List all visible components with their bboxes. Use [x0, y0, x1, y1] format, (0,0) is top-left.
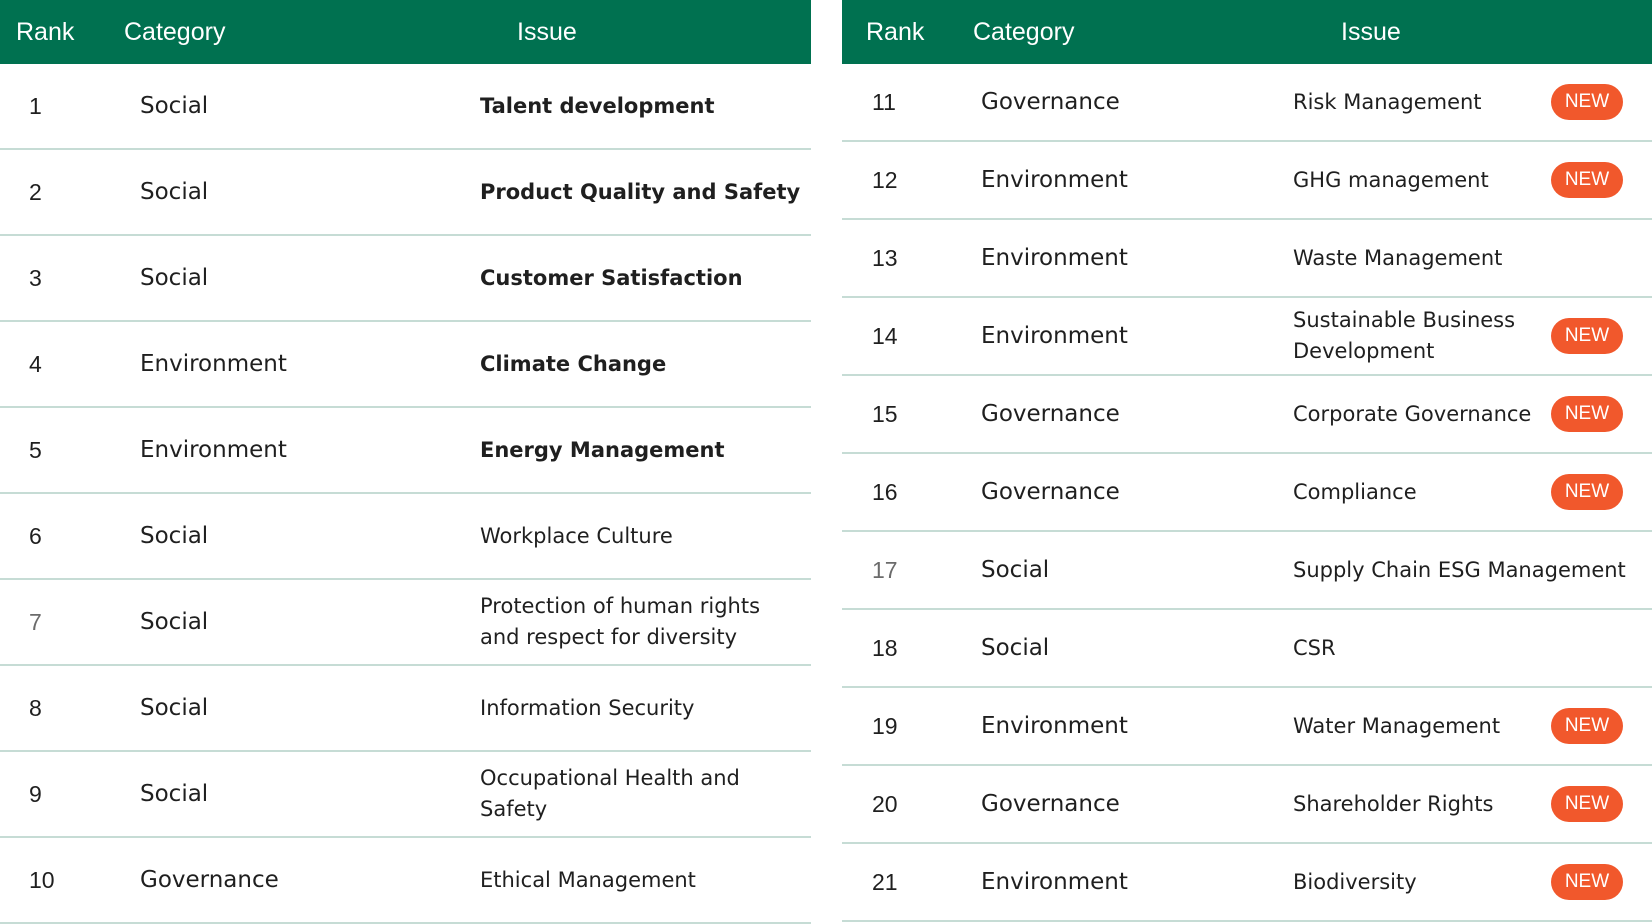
category-cell: Environment — [981, 323, 1128, 349]
new-badge: NEW — [1551, 708, 1623, 744]
issue-label: Corporate Governance — [1293, 401, 1532, 426]
category-cell: Social — [140, 179, 209, 205]
category-cell: Governance — [981, 791, 1120, 817]
issue-label: Biodiversity — [1293, 869, 1417, 894]
issue-label: CSR — [1293, 635, 1336, 660]
category-cell: Social — [981, 635, 1050, 661]
issue-cell — [1293, 532, 1642, 608]
issue-label: Compliance — [1293, 479, 1417, 504]
table-row — [842, 844, 1652, 922]
issue-label: Shareholder Rights — [1293, 791, 1494, 816]
rank-cell: 9 — [29, 780, 42, 807]
category-cell: Environment — [981, 245, 1128, 271]
issue-cell — [480, 580, 801, 664]
issue-label: Sustainable Business Development — [1293, 308, 1516, 363]
rank-cell: 2 — [29, 178, 42, 205]
rank-cell: 1 — [29, 92, 42, 119]
issue-label: Protection of human rights and respect for diversity — [480, 594, 761, 649]
issue-label: Product Quality and Safety — [480, 179, 801, 204]
issue-label: Customer Satisfaction — [480, 265, 743, 290]
table-body — [0, 64, 811, 924]
category-cell: Social — [140, 523, 209, 549]
category-cell: Social — [981, 557, 1050, 583]
new-badge: NEW — [1551, 318, 1623, 354]
rank-cell: 4 — [29, 350, 42, 377]
table-row — [0, 838, 811, 924]
category-cell: Environment — [140, 351, 287, 377]
issue-table-left — [0, 0, 811, 924]
category-column-header: Category — [124, 18, 226, 46]
issue-cell — [1293, 64, 1532, 140]
rank-cell: 20 — [872, 790, 898, 817]
table-row — [0, 494, 811, 580]
issue-cell — [1293, 142, 1532, 218]
issue-label: Supply Chain ESG Management — [1293, 557, 1626, 582]
issue-cell — [480, 322, 801, 406]
rank-cell: 19 — [872, 712, 898, 739]
new-badge: NEW — [1551, 396, 1623, 432]
table-row — [0, 408, 811, 494]
rank-cell: 15 — [872, 400, 898, 427]
category-cell: Governance — [140, 867, 279, 893]
issue-cell — [1293, 376, 1532, 452]
issue-cell — [480, 150, 801, 234]
table-row — [0, 64, 811, 150]
rank-cell: 21 — [872, 868, 898, 895]
table-row — [842, 454, 1652, 532]
issue-cell — [480, 236, 801, 320]
issue-cell — [1293, 220, 1642, 296]
rank-cell: 16 — [872, 478, 898, 505]
rank-cell: 6 — [29, 522, 42, 549]
table-row — [0, 580, 811, 666]
rank-cell: 3 — [29, 264, 42, 291]
category-cell: Social — [140, 781, 209, 807]
issue-column-header: Issue — [1341, 18, 1401, 46]
table-row — [0, 150, 811, 236]
issue-label: Water Management — [1293, 713, 1501, 738]
issue-cell — [1293, 454, 1532, 530]
table-row — [842, 220, 1652, 298]
issue-cell — [480, 666, 801, 750]
table-row — [842, 688, 1652, 766]
new-badge: NEW — [1551, 474, 1623, 510]
table-header — [0, 0, 811, 64]
rank-cell: 17 — [872, 556, 898, 583]
table-row — [842, 298, 1652, 376]
category-cell: Governance — [981, 479, 1120, 505]
issue-cell — [1293, 610, 1642, 686]
table-row — [0, 752, 811, 838]
table-row — [0, 322, 811, 408]
rank-cell: 7 — [29, 608, 42, 635]
issue-table-right — [842, 0, 1652, 922]
issue-label: Information Security — [480, 695, 695, 720]
rank-cell: 14 — [872, 322, 898, 349]
category-cell: Social — [140, 609, 209, 635]
table-row — [0, 666, 811, 752]
rank-column-header: Rank — [866, 18, 925, 46]
table-header — [842, 0, 1652, 64]
table-row — [842, 532, 1652, 610]
rank-cell: 5 — [29, 436, 42, 463]
table-row — [0, 236, 811, 322]
table-row — [842, 142, 1652, 220]
issue-label: GHG management — [1293, 167, 1489, 192]
issue-cell — [1293, 298, 1532, 374]
table-row — [842, 610, 1652, 688]
rank-cell: 18 — [872, 634, 898, 661]
issue-cell — [480, 838, 801, 922]
category-cell: Environment — [140, 437, 287, 463]
category-cell: Environment — [981, 713, 1128, 739]
category-cell: Environment — [981, 869, 1128, 895]
category-cell: Social — [140, 93, 209, 119]
rank-cell: 12 — [872, 166, 898, 193]
issue-label: Occupational Health and Safety — [480, 766, 740, 821]
new-badge: NEW — [1551, 162, 1623, 198]
issue-label: Ethical Management — [480, 867, 696, 892]
issue-label: Workplace Culture — [480, 523, 673, 548]
category-cell: Social — [140, 695, 209, 721]
new-badge: NEW — [1551, 786, 1623, 822]
issue-cell — [1293, 766, 1532, 842]
category-cell: Environment — [981, 167, 1128, 193]
rank-column-header: Rank — [16, 18, 75, 46]
rank-cell: 8 — [29, 694, 42, 721]
issue-label: Climate Change — [480, 351, 667, 376]
issue-cell — [480, 408, 801, 492]
issue-label: Energy Management — [480, 437, 725, 462]
category-cell: Governance — [981, 401, 1120, 427]
rank-cell: 11 — [872, 88, 896, 115]
rank-cell: 13 — [872, 244, 898, 271]
issue-label: Risk Management — [1293, 89, 1482, 114]
issue-column-header: Issue — [517, 18, 577, 46]
table-row — [842, 64, 1652, 142]
issue-cell — [480, 752, 801, 836]
issue-label: Waste Management — [1293, 245, 1503, 270]
table-row — [842, 766, 1652, 844]
issue-cell — [1293, 844, 1532, 920]
category-cell: Governance — [981, 89, 1120, 115]
category-cell: Social — [140, 265, 209, 291]
category-column-header: Category — [973, 18, 1075, 46]
issue-cell — [480, 494, 801, 578]
table-row — [842, 376, 1652, 454]
issue-cell — [1293, 688, 1532, 764]
issue-cell — [480, 64, 801, 148]
issue-label: Talent development — [480, 93, 715, 118]
table-body — [842, 64, 1652, 922]
new-badge: NEW — [1551, 84, 1623, 120]
new-badge: NEW — [1551, 864, 1623, 900]
rank-cell: 10 — [29, 866, 55, 893]
